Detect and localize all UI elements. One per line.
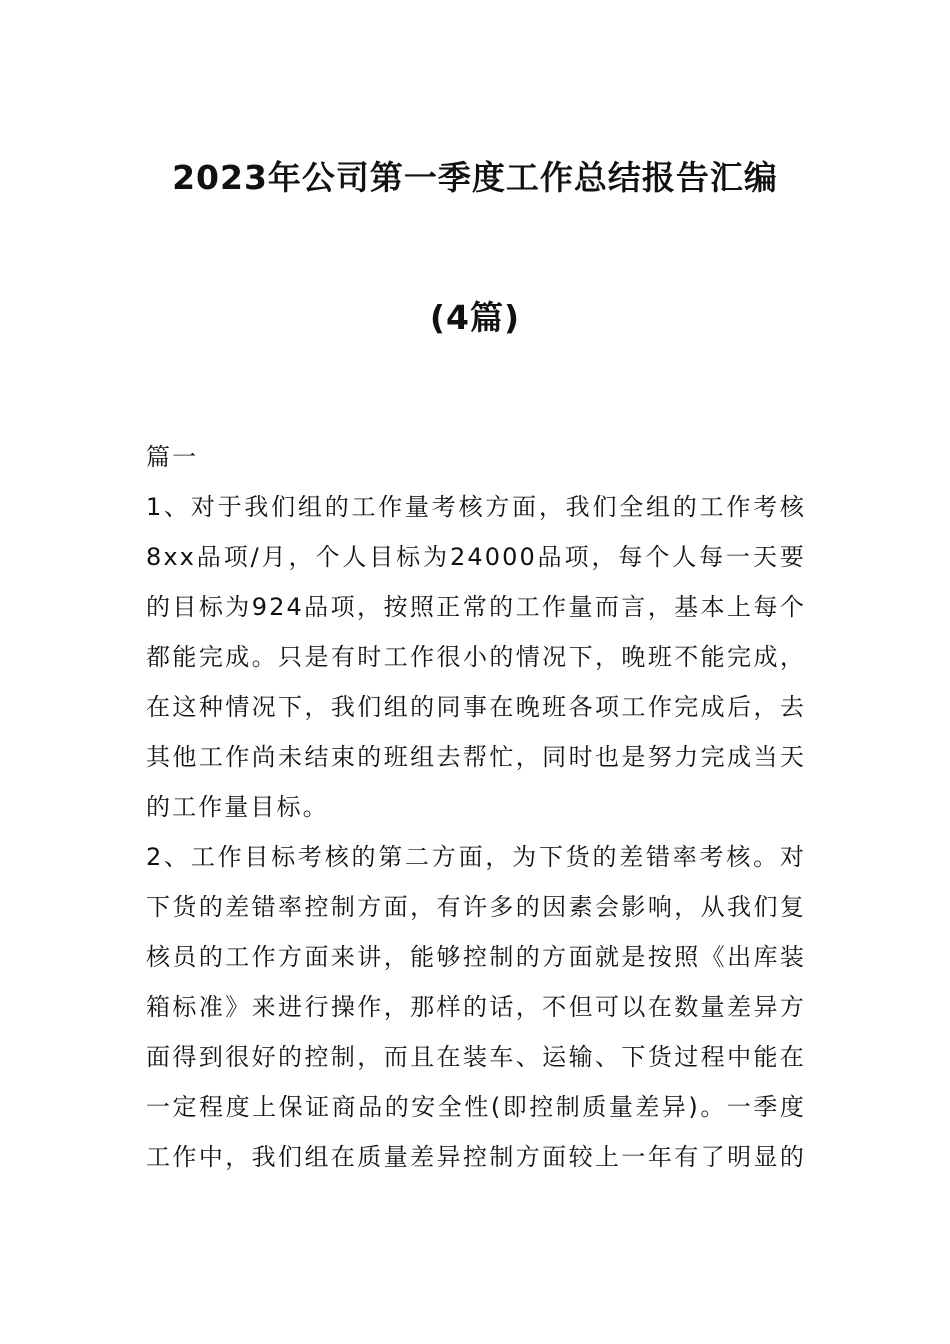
section-label: 篇一 <box>146 443 199 471</box>
text-line: 其他工作尚未结束的班组去帮忙，同时也是努力完成当天 <box>146 743 806 771</box>
document-title: 2023年公司第一季度工作总结报告汇编 <box>172 158 778 197</box>
text-line: 的目标为924品项，按照正常的工作量而言，基本上每个 <box>146 593 806 621</box>
text-line: 在这种情况下，我们组的同事在晚班各项工作完成后，去 <box>146 693 806 721</box>
text-line: 下货的差错率控制方面，有许多的因素会影响，从我们复 <box>146 893 806 921</box>
text-line: 都能完成。只是有时工作很小的情况下，晚班不能完成， <box>146 643 806 671</box>
text-line: 一定程度上保证商品的安全性(即控制质量差异)。一季度 <box>146 1093 806 1121</box>
text-line: 8xx品项/月，个人目标为24000品项，每个人每一天要 <box>146 543 806 571</box>
document-subtitle: (4篇) <box>429 298 521 337</box>
document-body <box>146 432 806 1182</box>
text-line: 箱标准》来进行操作，那样的话，不但可以在数量差异方 <box>146 993 806 1021</box>
text-line: 工作中，我们组在质量差异控制方面较上一年有了明显的 <box>146 1143 806 1171</box>
text-line: 2、工作目标考核的第二方面，为下货的差错率考核。对 <box>146 843 806 871</box>
text-line: 的工作量目标。 <box>146 793 329 821</box>
text-line: 面得到很好的控制，而且在装车、运输、下货过程中能在 <box>146 1043 806 1071</box>
text-line: 1、对于我们组的工作量考核方面，我们全组的工作考核 <box>146 493 806 521</box>
text-line: 核员的工作方面来讲，能够控制的方面就是按照《出库装 <box>146 943 806 971</box>
